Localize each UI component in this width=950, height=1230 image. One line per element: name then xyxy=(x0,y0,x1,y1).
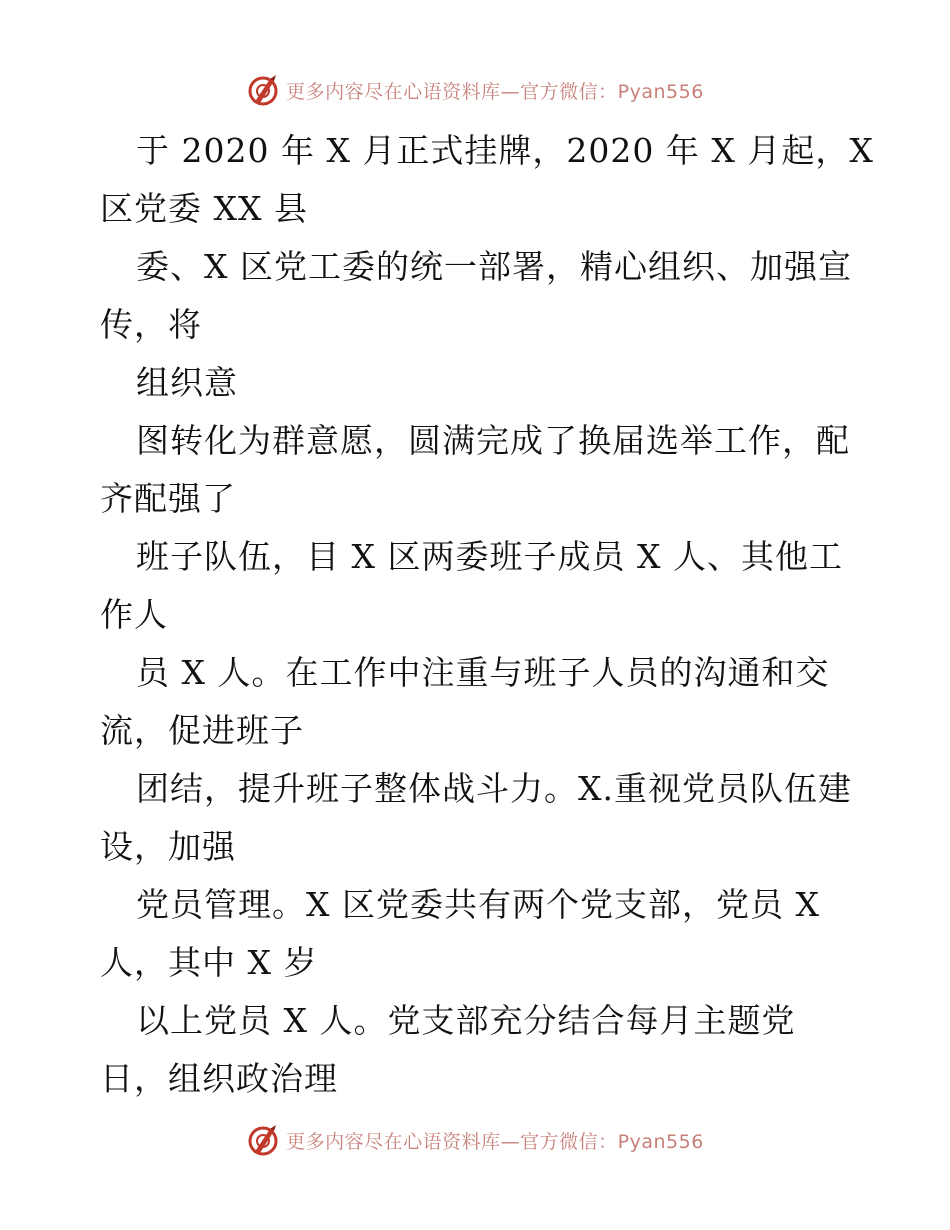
quill-pen-logo-icon xyxy=(246,73,280,107)
text-line: 传，将 xyxy=(100,305,202,344)
text-line: 图转化为群意愿，圆满完成了换届选举工作，配 xyxy=(136,421,850,460)
header-watermark-banner xyxy=(0,70,950,110)
header-watermark-text: 更多内容尽在心语资料库—官方微信：Pyan556 xyxy=(286,80,704,103)
text-line: 团结，提升班子整体战斗力。X.重视党员队伍建 xyxy=(136,769,852,808)
text-line: 员 X 人。在工作中注重与班子人员的沟通和交 xyxy=(136,653,830,692)
text-line: 人，其中 X 岁 xyxy=(100,943,318,982)
footer-watermark-banner xyxy=(0,1120,950,1160)
text-line: 以上党员 X 人。党支部充分结合每月主题党 xyxy=(136,1001,796,1040)
body-text xyxy=(100,122,874,1108)
text-line: 齐配强了 xyxy=(100,479,236,518)
text-line: 于 2020 年 X 月正式挂牌，2020 年 X 月起，X xyxy=(136,131,874,170)
text-line: 班子队伍，目 X 区两委班子成员 X 人、其他工 xyxy=(136,537,843,576)
text-line: 委、X 区党工委的统一部署，精心组织、加强宣 xyxy=(136,247,852,286)
text-line: 流，促进班子 xyxy=(100,711,304,750)
text-line: 设，加强 xyxy=(100,827,236,866)
text-line: 党员管理。X 区党委共有两个党支部，党员 X xyxy=(136,885,820,924)
text-line: 组织意 xyxy=(136,363,238,402)
quill-pen-logo-icon xyxy=(246,1123,280,1157)
footer-watermark-text: 更多内容尽在心语资料库—官方微信：Pyan556 xyxy=(286,1130,704,1153)
text-line: 区党委 XX 县 xyxy=(100,189,308,228)
text-line: 日，组织政治理 xyxy=(100,1059,338,1098)
text-line: 作人 xyxy=(100,595,168,634)
